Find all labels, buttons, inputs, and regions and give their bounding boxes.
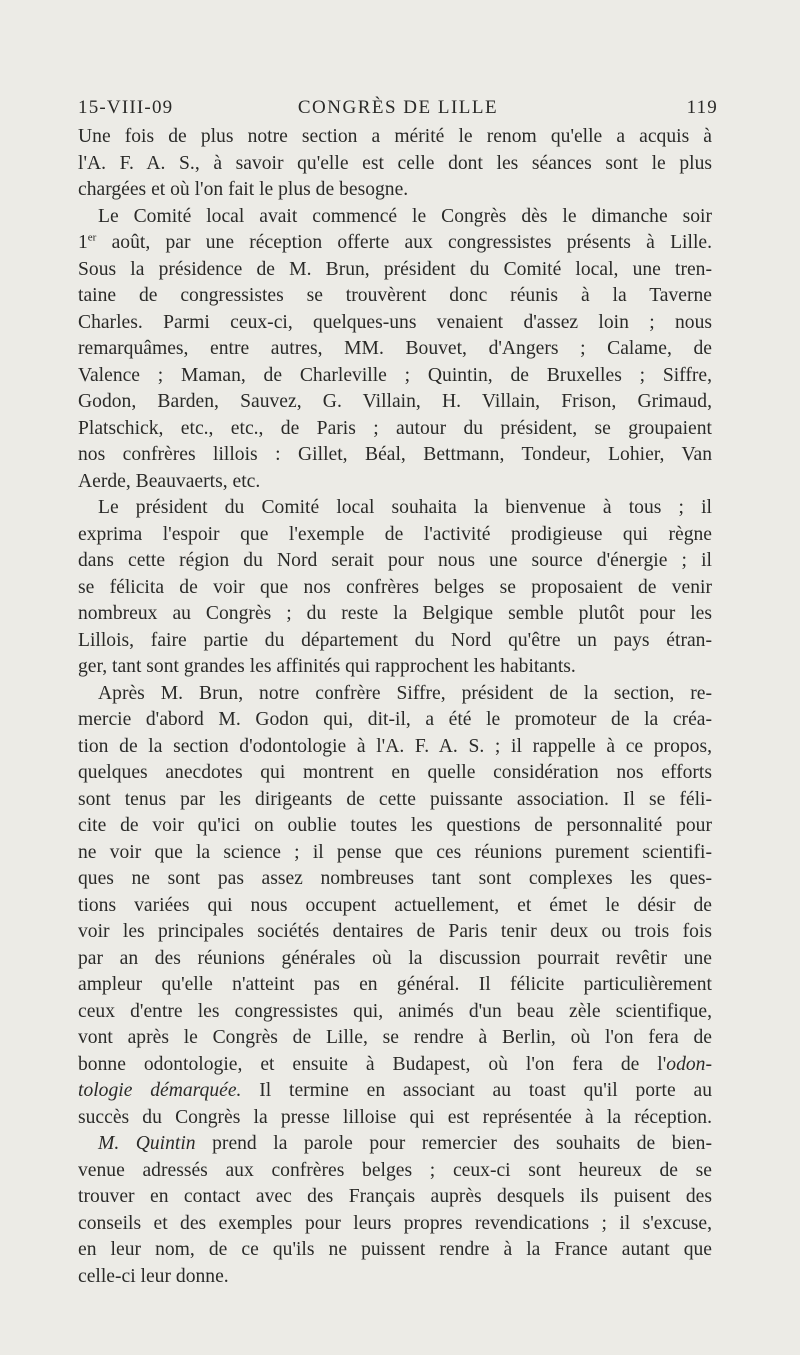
text-line: l'A. F. A. S., à savoir qu'elle est celle dont les séances sont le plus <box>78 152 712 174</box>
text-line: Valence ; Maman, de Charleville ; Quintin, de Bruxelles ; Siffre, <box>78 364 712 386</box>
text-line <box>78 230 712 257</box>
text-line: Après M. Brun, notre confrère Siffre, président de la section, re- <box>98 682 712 704</box>
italic-fragment: tologie démarquée. <box>78 1080 242 1101</box>
text-line: Le Comité local avait commencé le Congrès dès le dimanche soir <box>98 205 712 227</box>
text-line <box>78 1078 712 1105</box>
page-number: 119 <box>686 97 718 118</box>
text-line: Charles. Parmi ceux-ci, quelques-uns venaient d'assez loin ; nous <box>78 311 712 333</box>
text-line: sont tenus par les dirigeants de cette puissante association. Il se féli- <box>78 788 712 810</box>
text-line: quelques anecdotes qui montrent en quelle considération nos efforts <box>78 762 712 783</box>
text-line: vont après le Congrès de Lille, se rendre à Berlin, où l'on fera de <box>78 1027 712 1048</box>
text-line: ne voir que la science ; il pense que ces réunions purement scientifi- <box>78 841 712 863</box>
text-line: celle-ci leur donne. <box>78 1265 229 1287</box>
text-line: Godon, Barden, Sauvez, G. Villain, H. Villain, Frison, Grimaud, <box>78 391 712 412</box>
text-line: mercie d'abord M. Godon qui, dit-il, a été le promoteur de la créa- <box>78 709 712 730</box>
ordinal-number: 1 <box>78 232 88 253</box>
text-line: Aerde, Beauvaerts, etc. <box>78 470 261 492</box>
text-line: nombreux au Congrès ; du reste la Belgique semble plutôt pour les <box>78 603 712 624</box>
header-date: 15-VIII-09 <box>78 97 174 118</box>
text-fragment: bonne odontologie, et ensuite à Budapest, où l'on fera de l' <box>78 1053 667 1075</box>
italic-fragment: M. Quintin <box>98 1133 196 1154</box>
text-line: dans cette région du Nord serait pour nous une source d'énergie ; il <box>78 550 712 571</box>
text-line <box>78 1052 712 1079</box>
text-fragment: Il termine en associant au toast qu'il porte au <box>241 1080 712 1101</box>
text-fragment: août, par une réception offerte aux congressistes présents à Lille. <box>111 232 712 253</box>
text-line: chargées et où l'on fait le plus de besogne. <box>78 179 409 200</box>
text-line: nos confrères lillois : Gillet, Béal, Bettmann, Tondeur, Lohier, Van <box>78 444 712 465</box>
text-line: taine de congressistes se trouvèrent donc réunis à la Taverne <box>78 285 712 306</box>
ordinal-suffix: er <box>87 231 97 244</box>
text-line: exprima l'espoir que l'exemple de l'activité prodigieuse qui règne <box>78 523 712 545</box>
text-line: ceux d'entre les congressistes qui, animés d'un beau zèle scientifique, <box>78 1000 712 1022</box>
text-line: se félicita de voir que nos confrères belges se proposaient de venir <box>78 576 712 598</box>
text-line: voir les principales sociétés dentaires de Paris tenir deux ou trois fois <box>78 921 712 942</box>
text-line: cite de voir qu'ici on oublie toutes les questions de personnalité pour <box>78 815 712 836</box>
text-line: Une fois de plus notre section a mérité le renom qu'elle a acquis à <box>78 126 712 147</box>
text-line: Le président du Comité local souhaita la bienvenue à tous ; il <box>98 497 712 518</box>
page-body-text <box>78 124 712 1290</box>
text-line: venue adressés aux confrères belges ; ceux-ci sont heureux de se <box>78 1159 712 1181</box>
text-line: succès du Congrès la presse lilloise qui est représentée à la réception. <box>78 1106 712 1128</box>
text-fragment: prend la parole pour remercier des souhaits de bien- <box>195 1133 712 1154</box>
text-line: trouver en contact avec des Français auprès desquels ils puisent des <box>78 1186 712 1207</box>
text-line: Platschick, etc., etc., de Paris ; autour du président, se groupaient <box>78 417 712 439</box>
header-title: CONGRÈS DE LILLE <box>297 97 499 118</box>
text-line: ger, tant sont grandes les affinités qui rapprochent les habitants. <box>78 656 576 677</box>
italic-fragment: odon- <box>666 1053 712 1075</box>
text-line <box>78 1131 712 1158</box>
text-line: ques ne sont pas assez nombreuses tant sont complexes les ques- <box>78 868 712 889</box>
text-line: conseils et des exemples pour leurs propres revendications ; il s'excuse, <box>78 1212 712 1234</box>
text-line: tion de la section d'odontologie à l'A. F. A. S. ; il rappelle à ce propos, <box>78 735 712 757</box>
text-line: ampleur qu'elle n'atteint pas en général. Il félicite particulièrement <box>78 974 712 995</box>
text-line: remarquâmes, entre autres, MM. Bouvet, d'Angers ; Calame, de <box>78 338 712 359</box>
text-line: tions variées qui nous occupent actuellement, et émet le désir de <box>78 894 712 916</box>
text-line: Sous la présidence de M. Brun, président du Comité local, une tren- <box>78 258 712 280</box>
text-line: Lillois, faire partie du département du Nord qu'être un pays étran- <box>78 629 712 651</box>
running-header <box>78 97 718 127</box>
text-line: par an des réunions générales où la discussion pourrait revêtir une <box>78 947 712 969</box>
text-line: en leur nom, de ce qu'ils ne puissent rendre à la France autant que <box>78 1239 712 1260</box>
